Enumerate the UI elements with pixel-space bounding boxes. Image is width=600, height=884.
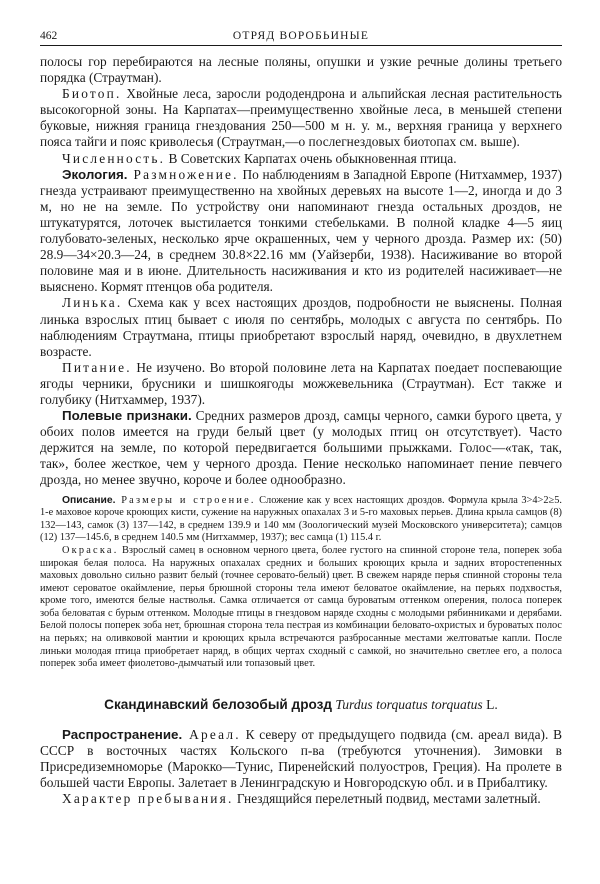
species-text xyxy=(40,727,562,807)
paragraph-abundance xyxy=(40,151,562,167)
species-author: L. xyxy=(482,696,498,712)
diet-text: Не изучено. Во второй половине лета на Карпатах поедает поспевающие ягоды черники, брусники и шишкоягоды можжевельника (Страутман). Ест также и голубику (Нитхаммер, 1937). xyxy=(40,359,562,407)
paragraph-distribution xyxy=(40,727,562,791)
species-heading xyxy=(40,697,562,713)
measurements-text: Сложение как у всех настоящих дроздов. Формула крыла 3>4>2≥5. 1-е маховое короче кроющих кисти, сужение на наружных опахалах 3 и 5-го маховых перьев. Длина крыла самцов (8) 132—143, самок (3) 137—142, в среднем 139.9 и 140 мм (Зоологический музей Московского университета); самцов (12) 137—145.6, в среднем 140.5 мм (Нитхаммер, 1937); вес самца (1) 115.4 г. xyxy=(40,494,562,544)
measurements-label: Размеры и строение. xyxy=(115,494,256,506)
paragraph-continuation: полосы гор перебираются на лесные поляны, опушки и узкие речные долины третьего порядка (Страутман). xyxy=(40,54,562,86)
molt-text: Схема как у всех настоящих дроздов, подробности не выяснены. Полная линька взрослых птиц бывает с июля по сентябрь, молодых с августа по сентябрь. По наблюдениям Страутмана, птицы приобретают взрослый наряд, очевидно, в двухлетнем возрасте. xyxy=(40,295,562,359)
breeding-label: Размножение. xyxy=(127,166,239,182)
paragraph-ecology xyxy=(40,167,562,296)
range-label: Ареал. xyxy=(182,726,241,742)
paragraph-diet xyxy=(40,360,562,408)
biotope-text: Хвойные леса, заросли рододендрона и альпийская лесная растительность высокогорной зоны. На Карпатах—преимущественно хвойные леса, в меньшей степени буковые, нижняя граница гнездования 250—500 м н. у. м., верхняя граница у верхнего пояса тайги и пояс криволесья (Страутман,—о послегнездовых биотопах см. выше). xyxy=(40,86,562,150)
molt-label: Линька. xyxy=(62,295,123,311)
species-latin-name: Turdus torquatus torquatus xyxy=(335,696,483,712)
distribution-text: К северу от предыдущего подвида (см. ареал вида). В СССР в восточных частях Кольского п-ва (требуются уточнения). Зимовки в Присредиземноморье (Марокко—Тунис, Пиренейский полуостров, Греция). На пролете в большей части Европы. Залетает в Ленинградскую и Новгородскую обл. и в Прибалтику. xyxy=(40,726,562,791)
paragraph-field-marks xyxy=(40,408,562,488)
diet-label: Питание. xyxy=(62,359,132,375)
paragraph-biotope xyxy=(40,86,562,150)
ecology-heading: Экология. xyxy=(62,166,128,182)
paragraph-measurements xyxy=(40,495,562,545)
main-text xyxy=(40,54,562,489)
coloration-label: Окраска. xyxy=(62,544,119,556)
ecology-text: По наблюдениям в Западной Европе (Нитхаммер, 1937) гнезда устраивают преимущественно на хвойных деревьях на высоте 1—2, иногда и до 3 м, но не на земле. По устройству они напоминают гнезда остальных дроздов, не штукатурятся, лоточек выстилается тонкими стебельками. В полной кладке 4—5 яиц голубовато-зеленых, несколько ярче окрашенных, чем у черного дрозда. Размер их: (50) 28.9—34×20.3—24, в среднем 30.8×22.16 мм (Уайзерби, 1938). Насиживание во второй половине мая и в июне. Длительность насиживания и кто из родителей насиживает—не выяснено. Кормят птенцов оба родителя. xyxy=(40,166,562,295)
biotope-label: Биотоп. xyxy=(62,86,122,102)
abundance-text: В Советских Карпатах очень обыкновенная птица. xyxy=(165,150,457,166)
species-russian-name: Скандинавский белозобый дрозд xyxy=(104,696,333,712)
paragraph-molt xyxy=(40,295,562,359)
paragraph-residence xyxy=(40,791,562,807)
abundance-label: Численность. xyxy=(62,150,166,166)
field-marks-heading: Полевые признаки. xyxy=(62,408,192,424)
distribution-heading: Распространение. xyxy=(62,726,183,742)
description-heading: Описание. xyxy=(62,494,116,506)
description-block xyxy=(40,495,562,671)
running-title: ОТРЯД ВОРОБЬИНЫЕ xyxy=(232,30,370,42)
page-header xyxy=(40,30,562,46)
residence-label: Характер пребывания. xyxy=(62,791,234,807)
residence-text: Гнездящийся перелетный подвид, местами залетный. xyxy=(233,791,541,807)
paragraph-coloration xyxy=(40,545,562,671)
field-marks-text: Средних размеров дрозд, самцы черного, самки бурого цвета, у обоих полов имеется на груди белый цвет (у молодых птиц он отсутствует). Часто держится на земле, по которой передвигается большими прыжками. Голос—«так, так, так», более жесткое, чем у черного дрозда. Пение несколько напоминает пение певчего дрозда, но менее звучно, короче и более однообразно. xyxy=(40,408,562,488)
page xyxy=(40,30,562,807)
coloration-text: Взрослый самец в основном черного цвета, более густого на спинной стороне тела, поперек зоба широкая белая полоса. На наружных опахалах средних и больших кроющих крыла и задних второстепенных маховых довольно сильно развит белый (точнее серовато-белый) цвет. В свежем наряде перья спинной стороны тела имеют сероватое окаймление, перья брюшной стороны тела имеют беловатое окаймление, на перьях подхвостья, кроме того, имеются белые настволья. Самка отличается от самца буроватым оттенком оперения, полоса поперек зоба беловатая с бурым оттенком. Молодые птицы в гнездовом наряде сходны с молодыми рябинниками и дерябами. Белой полосы поперек зоба нет, брюшная сторона тела пестрая из комбинации беловато-охристых и буроватых полос на перьях; на оливковой мантии и кроющих крыла встречаются разбросанные местами желтоватые капли. После линьки молодая птица приобретает наряд, в общих чертах сходный с самкой, но значительно светлее его, а полоса поперек зоба имеет фиолетово-дымчатый или топазовый цвет. xyxy=(40,544,562,670)
page-number: 462 xyxy=(40,30,58,42)
